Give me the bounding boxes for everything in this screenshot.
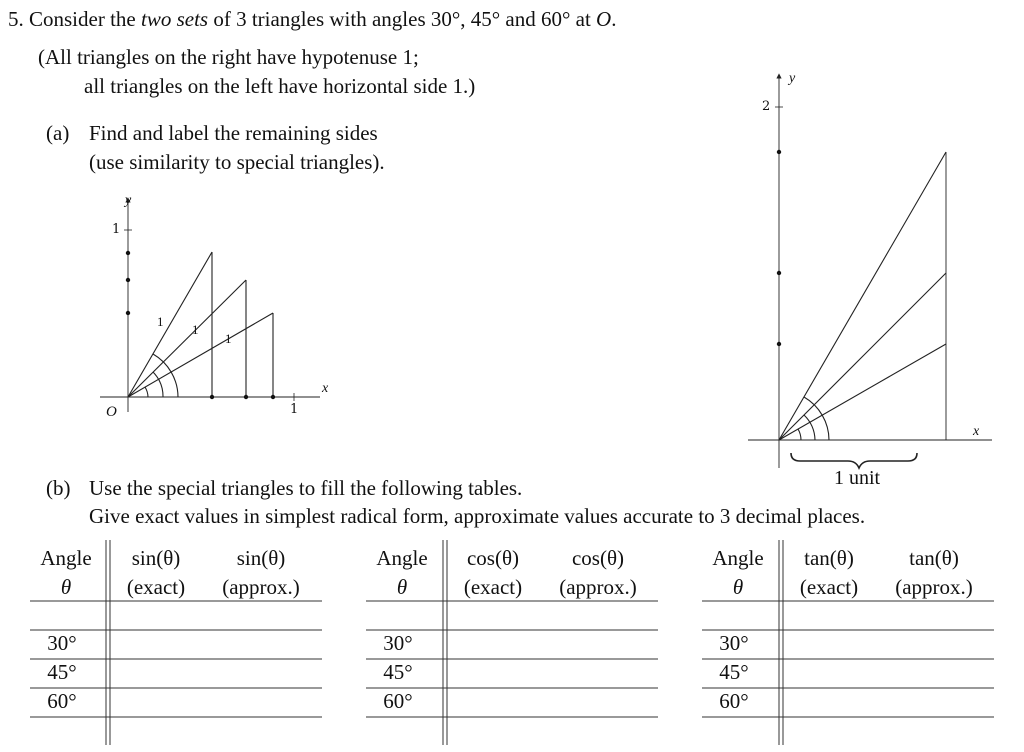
sin-table-angle-header: Angle θ xyxy=(40,546,92,599)
sin-row-30: 30° xyxy=(47,631,77,655)
unit-brace-label: 1 unit xyxy=(834,467,881,489)
problem-number: 5. xyxy=(8,7,24,31)
problem-text-a: Consider the xyxy=(29,7,136,31)
sin-table-approx-header: sin(θ) (approx.) xyxy=(222,546,300,599)
part-b-line-2: Give exact values in simplest radical form, approximate values accurate to 3 decimal places. xyxy=(89,504,866,528)
left-dot-x2 xyxy=(244,395,248,399)
left-dot-x3 xyxy=(271,395,275,399)
cos-table-exact-header: cos(θ) (exact) xyxy=(463,546,523,599)
right-arc-30 xyxy=(798,429,801,440)
origin-symbol: O xyxy=(596,7,612,31)
cos-table-angle-header: Angle θ xyxy=(376,546,428,599)
right-dot-y2 xyxy=(777,271,781,275)
unit-brace xyxy=(791,453,917,468)
left-side-label-30: 1 xyxy=(225,331,232,346)
right-y-axis-label: y xyxy=(789,71,796,86)
right-x-axis-label: x xyxy=(973,424,980,439)
part-b-line-1: Use the special triangles to fill the following tables. xyxy=(89,476,523,500)
right-arc-45 xyxy=(804,415,815,440)
right-triangle-figure xyxy=(748,76,992,468)
right-dot-y1 xyxy=(777,150,781,154)
tan-table-approx-header: tan(θ) (approx.) xyxy=(895,546,973,599)
right-hypotenuse-30 xyxy=(779,344,946,440)
parenthetical-line-2: all triangles on the left have horizontal side 1.) xyxy=(84,74,476,98)
left-dot-y2 xyxy=(126,278,130,282)
part-a-label: (a) xyxy=(46,121,70,145)
part-a-line-1: Find and label the remaining sides xyxy=(89,121,378,145)
left-x-tick-label: 1 xyxy=(290,402,299,417)
left-y-axis-label: y xyxy=(125,193,132,208)
part-b-label: (b) xyxy=(46,476,71,500)
tan-row-45: 45° xyxy=(719,660,749,684)
left-side-label-45: 1 xyxy=(192,322,199,337)
part-a-line-2: (use similarity to special triangles). xyxy=(89,150,385,174)
tan-row-60: 60° xyxy=(719,689,749,713)
problem-text-b: of 3 triangles with angles 30°, 45° and 60° at xyxy=(213,7,591,31)
tan-table-angle-header: Angle θ xyxy=(712,546,764,599)
sin-row-60: 60° xyxy=(47,689,77,713)
tan-row-30: 30° xyxy=(719,631,749,655)
left-arc-30 xyxy=(145,387,148,397)
cos-row-45: 45° xyxy=(383,660,413,684)
right-y-tick-label: 2 xyxy=(762,99,771,114)
left-dot-x1 xyxy=(210,395,214,399)
right-dot-y3 xyxy=(777,342,781,346)
cos-row-30: 30° xyxy=(383,631,413,655)
left-hypotenuse-60 xyxy=(128,252,212,397)
left-dot-y3 xyxy=(126,311,130,315)
left-side-label-60: 1 xyxy=(157,314,164,329)
cos-table-approx-header: cos(θ) (approx.) xyxy=(559,546,637,599)
left-dot-y1 xyxy=(126,251,130,255)
problem-text-emphasis: two sets xyxy=(140,7,209,31)
parenthetical-line-1: (All triangles on the right have hypotenuse 1; xyxy=(38,45,419,69)
tan-table-exact-header: tan(θ) (exact) xyxy=(799,546,859,599)
sin-row-45: 45° xyxy=(47,660,77,684)
left-y-tick-label: 1 xyxy=(112,222,121,237)
left-origin-label: O xyxy=(106,404,117,420)
problem-text-end: . xyxy=(611,7,617,31)
cos-row-60: 60° xyxy=(383,689,413,713)
sin-table-exact-header: sin(θ) (exact) xyxy=(126,546,186,599)
right-hypotenuse-60 xyxy=(779,152,946,440)
left-triangle-figure xyxy=(100,200,320,412)
left-x-axis-label: x xyxy=(322,381,329,396)
left-arc-45 xyxy=(153,372,163,397)
